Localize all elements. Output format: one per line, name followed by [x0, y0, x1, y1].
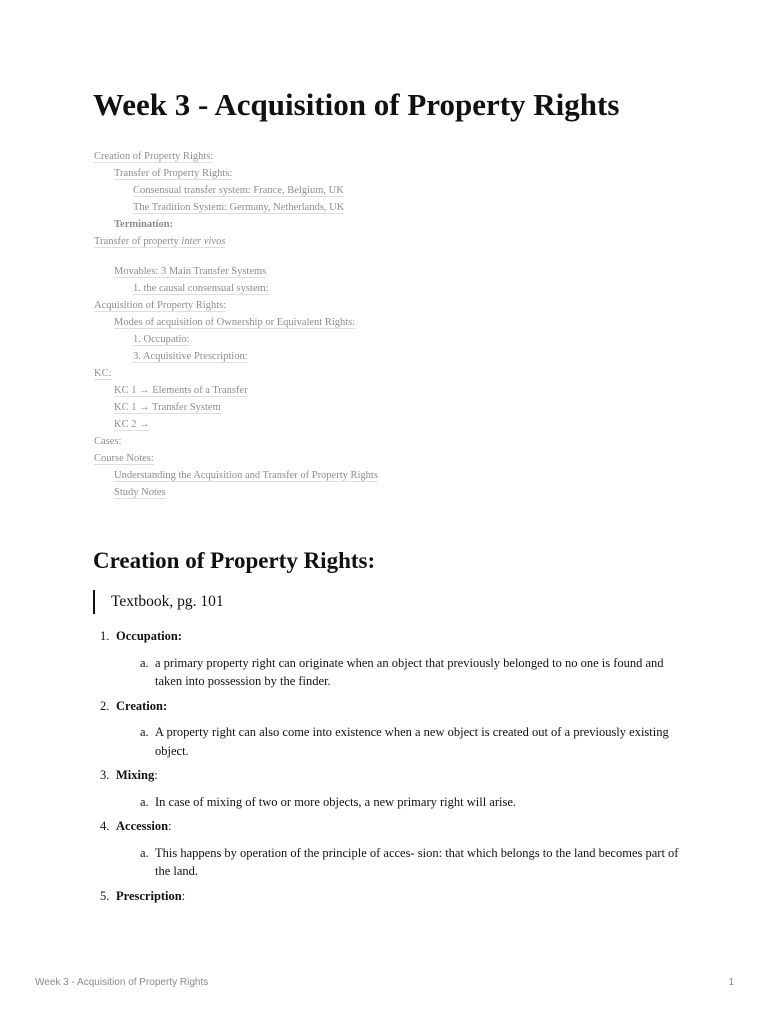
quote-block: Textbook, pg. 101	[93, 590, 224, 614]
toc-item-acquisition[interactable]: Acquisition of Property Rights:	[94, 300, 227, 311]
toc-item-creation[interactable]: Creation of Property Rights:	[94, 151, 214, 162]
sub-list-item: a. A property right can also come into existence when a new object is created out of a previously existing object.	[140, 725, 669, 758]
list-item: 1. Occupation: a. a primary property right can originate when an object that previously belonged to no one is found and taken into possession by the finder.	[100, 627, 680, 691]
toc-item-modes[interactable]: Modes of acquisition of Ownership or Equivalent Rights:	[114, 317, 356, 328]
toc-item-course-notes[interactable]: Course Notes:	[94, 453, 154, 464]
toc-item-occupatio[interactable]: 1. Occupatio:	[133, 334, 190, 345]
page-number: 1	[728, 977, 734, 988]
list-item: 4. Accession: a. This happens by operation of the principle of acces- sion: that which belongs to the land becomes part of the land.	[100, 817, 680, 881]
toc-item-tradition[interactable]: The Tradition System: Germany, Netherlands, UK	[133, 202, 345, 213]
toc-item-study-notes[interactable]: Study Notes	[114, 487, 166, 498]
toc-item-causal[interactable]: 1. the causal consensual system:	[133, 283, 269, 294]
list-item: 3. Mixing: a. In case of mixing of two or more objects, a new primary right will arise.	[100, 766, 680, 811]
toc-item-cases[interactable]: Cases:	[94, 436, 122, 447]
toc-item-termination[interactable]: Termination:	[114, 219, 174, 230]
numbered-list	[100, 627, 680, 911]
toc-item-kc1-system[interactable]: KC 1 → Transfer System	[114, 402, 221, 413]
toc-item-understanding[interactable]: Understanding the Acquisition and Transfer of Property Rights	[114, 470, 378, 481]
toc-item-kc1-elements[interactable]: KC 1 → Elements of a Transfer	[114, 385, 248, 396]
sub-list-item: a. In case of mixing of two or more objects, a new primary right will arise.	[140, 794, 517, 809]
toc-item-movables[interactable]: Movables: 3 Main Transfer Systems	[114, 266, 267, 277]
page-title: Week 3 - Acquisition of Property Rights	[93, 87, 620, 122]
toc-item-kc[interactable]: KC:	[94, 368, 112, 379]
toc-item-transfer[interactable]: Transfer of Property Rights:	[114, 168, 233, 179]
sub-list-item: a. This happens by operation of the principle of acces- sion: that which belongs to the land becomes part of the land.	[140, 845, 679, 878]
toc-item-kc2[interactable]: KC 2 →	[114, 419, 150, 430]
table-of-contents	[94, 148, 694, 501]
toc-item-inter-vivos[interactable]: Transfer of property inter vivos	[94, 236, 226, 247]
footer-title: Week 3 - Acquisition of Property Rights	[35, 977, 209, 988]
sub-list-item: a. a primary property right can originate when an object that previously belonged to no one is found and taken into possession by the finder.	[140, 655, 664, 688]
toc-item-consensual[interactable]: Consensual transfer system: France, Belgium, UK	[133, 185, 344, 196]
list-item: 2. Creation: a. A property right can also come into existence when a new object is created out of a previously existing object.	[100, 697, 680, 761]
toc-item-prescription[interactable]: 3. Acquisitive Prescription:	[133, 351, 248, 362]
list-item: 5. Prescription:	[100, 888, 186, 903]
section-heading: Creation of Property Rights:	[93, 548, 376, 573]
